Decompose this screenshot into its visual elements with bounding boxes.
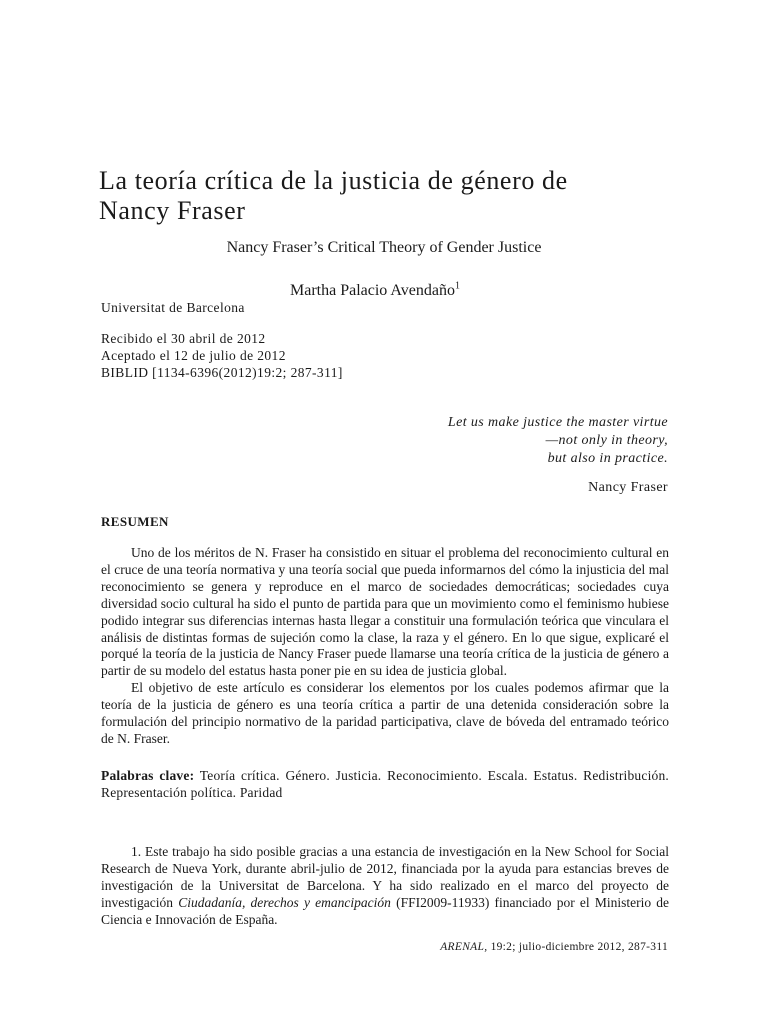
article-title-line-1: La teoría crítica de la justicia de género de — [99, 166, 568, 195]
footnote-text-before: Este trabajo ha sido posible gracias a una estancia de investigación en la New School for Social Research de Nueva York, durante abril-julio de 2012, financiada por la ayuda para estancias breves de investigación de la Universitat de Barcelona. Y ha sido realizado en el marco del proyecto de investigación — [101, 844, 669, 910]
abstract-paragraph-1: Uno de los méritos de N. Fraser ha consistido en situar el problema del reconocimiento cultural en el cruce de una teoría normativa y una teoría social que pueda informarnos del cómo la injusticia del mal reconocimiento se genera y reproduce en el marco de sociedades democráticas; sociedades cuya diversidad socio cultural ha sido el punto de partida para que un movimiento como el feminismo hubiese podido integrar sus diferencias internas hasta llegar a constituir una formulación teórica que vinculara el análisis de distintas formas de sujeción como la clase, la raza y el género. En lo que sigue, explicaré el porqué la teoría de la justicia de Nancy Fraser puede llamarse una teoría crítica de la justicia de género a partir de su modelo del estatus hasta poner pie en su idea de justicia global. — [101, 545, 669, 679]
journal-citation: 19:2; julio-diciembre 2012, 287-311 — [490, 941, 668, 953]
footnote-marker: 1 — [454, 280, 460, 292]
publication-dates — [101, 330, 343, 381]
footnote — [101, 843, 669, 928]
received-date: Recibido el 30 abril de 2012 — [101, 331, 266, 346]
keywords-label: Palabras clave: — [101, 768, 195, 783]
accepted-date: Aceptado el 12 de julio de 2012 — [101, 348, 286, 363]
footnote-paragraph — [101, 843, 669, 928]
keywords-list: Teoría crítica. Género. Justicia. Reconocimiento. Escala. Estatus. Redistribución. Representación política. Paridad — [101, 768, 669, 800]
author-affiliation: Universitat de Barcelona — [101, 300, 245, 315]
footnote-number: 1. — [131, 844, 142, 859]
journal-name: ARENAL, — [440, 941, 488, 953]
footnote-text-after: (FFI2009-11933) financiado por el Ministerio de Ciencia e Innovación de España. — [101, 895, 670, 927]
article-subtitle: Nancy Fraser’s Critical Theory of Gender Justice — [226, 239, 542, 256]
abstract-paragraph-2: El objetivo de este artículo es considerar los elementos por los cuales podemos afirmar que la teoría de la justicia de género es una teoría crítica a partir de una detenida consideración sobre la formulación del principio normativo de la paridad participativa, clave de bóveda del entramado teórico de N. Fraser. — [101, 680, 669, 746]
article-title-line-2: Nancy Fraser — [99, 196, 246, 225]
epigraph-line-3: but also in practice. — [547, 451, 668, 466]
page-footer — [440, 940, 668, 954]
author-name: Martha Palacio Avendaño — [290, 282, 455, 299]
keywords — [101, 767, 669, 801]
abstract-heading: RESUMEN — [101, 514, 169, 529]
footnote-project-title: Ciudadanía, derechos y emancipación — [178, 895, 391, 910]
biblid: BIBLID [1134-6396(2012)19:2; 287-311] — [101, 365, 343, 380]
author-line — [290, 281, 460, 301]
abstract-body — [101, 545, 669, 748]
epigraph-author: Nancy Fraser — [588, 480, 668, 495]
epigraph-line-1: Let us make justice the master virtue — [447, 415, 668, 430]
epigraph-line-2: —not only in theory, — [545, 433, 668, 448]
article-title — [99, 166, 679, 226]
epigraph — [448, 414, 668, 468]
